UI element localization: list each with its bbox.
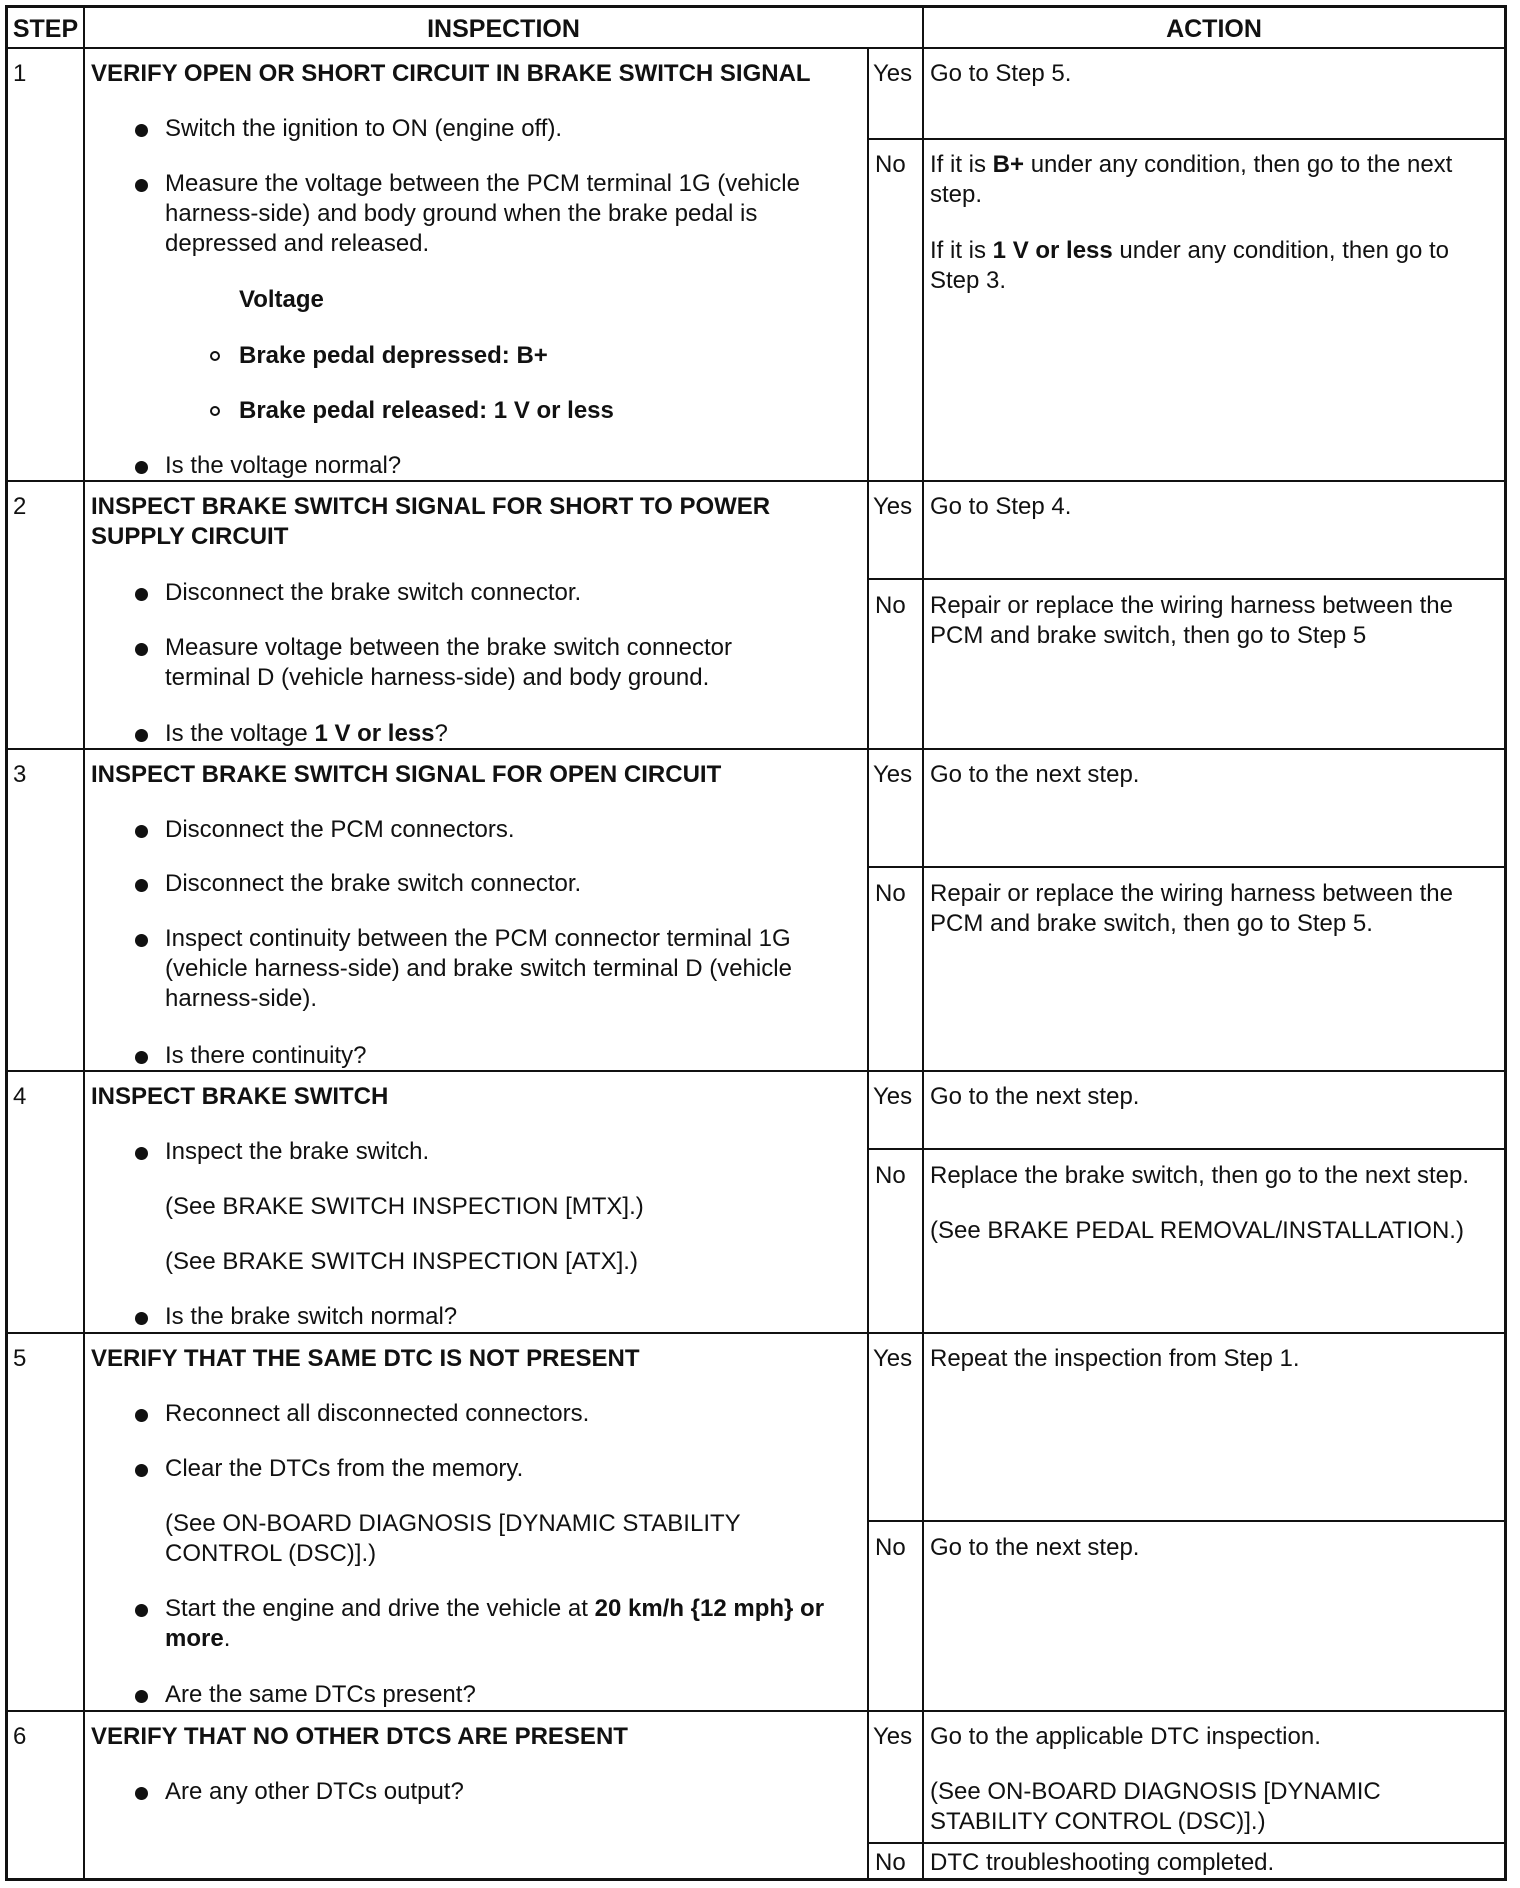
bullet-icon (135, 643, 148, 656)
row-line-4 (8, 1332, 1504, 1334)
bullet-icon (135, 1604, 148, 1617)
no-label: No (875, 592, 906, 619)
step-title: VERIFY THAT THE SAME DTC IS NOT PRESENT (91, 1345, 640, 1372)
inspection-item: Disconnect the brake switch connector. (165, 870, 582, 897)
bullet-icon (135, 1147, 148, 1160)
step-title: VERIFY THAT NO OTHER DTCS ARE PRESENT (91, 1723, 628, 1750)
no-action: If it is B+ under any condition, then go to the next step. (930, 151, 1453, 208)
step-number: 5 (13, 1345, 27, 1372)
bullet-icon (135, 461, 148, 474)
no-label: No (875, 151, 906, 178)
step-title: INSPECT BRAKE SWITCH (91, 1083, 389, 1110)
step-title: VERIFY OPEN OR SHORT CIRCUIT IN BRAKE SWITCH SIGNAL (91, 60, 811, 87)
bullet-icon (135, 1464, 148, 1477)
inspection-item: Measure voltage between the brake switch connector terminal D (vehicle harness-side) and body ground. (165, 634, 732, 691)
step-number: 2 (13, 493, 27, 520)
no-label: No (875, 1849, 906, 1876)
bullet-icon (135, 1409, 148, 1422)
yes-action: Go to Step 5. (930, 60, 1072, 87)
inspection-item: Start the engine and drive the vehicle at 20 km/h {12 mph} or more. (165, 1595, 825, 1652)
header-step: STEP (12, 15, 79, 43)
no-label: No (875, 1534, 906, 1561)
no-action: Go to the next step. (930, 1534, 1140, 1561)
inspection-item: Disconnect the PCM connectors. (165, 816, 515, 843)
yes-reference: (See ON-BOARD DIAGNOSIS [DYNAMIC STABILITY CONTROL (DSC)].) (930, 1778, 1381, 1835)
split-line-1 (867, 138, 1504, 140)
bullet-icon (135, 825, 148, 838)
inspection-question: Is the voltage 1 V or less? (165, 720, 448, 747)
inspection-question: Are the same DTCs present? (165, 1681, 476, 1708)
inspection-item: Clear the DTCs from the memory. (165, 1455, 524, 1482)
col-line-inspection (922, 8, 924, 1878)
bullet-icon (135, 934, 148, 947)
bullet-icon (135, 179, 148, 192)
reference-text: (See BRAKE SWITCH INSPECTION [ATX].) (165, 1248, 638, 1275)
no-action: Repair or replace the wiring harness between the PCM and brake switch, then go to Step 5 (930, 592, 1453, 649)
yes-label: Yes (873, 761, 913, 788)
col-line-step (83, 8, 85, 1878)
no-label: No (875, 1162, 906, 1189)
no-reference: (See BRAKE PEDAL REMOVAL/INSTALLATION.) (930, 1217, 1464, 1244)
bullet-icon (135, 729, 148, 742)
spec-title: Voltage (239, 286, 324, 313)
spec-item: Brake pedal released: 1 V or less (239, 397, 614, 424)
no-action: If it is 1 V or less under any condition, then go to Step 3. (930, 237, 1449, 294)
inspection-item: Switch the ignition to ON (engine off). (165, 115, 563, 142)
bullet-icon (135, 588, 148, 601)
bullet-icon (135, 1051, 148, 1064)
yes-action: Go to the next step. (930, 761, 1140, 788)
yes-action: Go to the next step. (930, 1083, 1140, 1110)
split-line-6 (867, 1842, 1504, 1844)
header-inspection: INSPECTION (427, 15, 580, 43)
step-number: 1 (13, 60, 27, 87)
reference-text: (See ON-BOARD DIAGNOSIS [DYNAMIC STABILITY CONTROL (DSC)].) (165, 1510, 741, 1567)
split-line-5 (867, 1520, 1504, 1522)
yes-label: Yes (873, 1083, 913, 1110)
yes-action: Go to Step 4. (930, 493, 1072, 520)
inspection-question: Is the brake switch normal? (165, 1303, 458, 1330)
col-line-yesno (867, 48, 869, 1878)
split-line-2 (867, 578, 1504, 580)
circle-bullet-icon (210, 406, 220, 416)
bullet-icon (135, 1787, 148, 1800)
step-number: 3 (13, 761, 27, 788)
yes-label: Yes (873, 60, 913, 87)
yes-action: Repeat the inspection from Step 1. (930, 1345, 1300, 1372)
yes-label: Yes (873, 1723, 913, 1750)
inspection-item: Reconnect all disconnected connectors. (165, 1400, 590, 1427)
no-label: No (875, 880, 906, 907)
no-action: Repair or replace the wiring harness between the PCM and brake switch, then go to Step 5. (930, 880, 1453, 937)
bullet-icon (135, 1690, 148, 1703)
step-title: INSPECT BRAKE SWITCH SIGNAL FOR SHORT TO POWER SUPPLY CIRCUIT (91, 493, 771, 550)
inspection-item: Measure the voltage between the PCM terminal 1G (vehicle harness-side) and body ground when the brake pedal is depressed and released. (165, 170, 800, 257)
inspection-question: Is the voltage normal? (165, 452, 402, 479)
step-number: 4 (13, 1083, 27, 1110)
spec-item: Brake pedal depressed: B+ (239, 342, 548, 369)
bullet-icon (135, 1312, 148, 1325)
step-number: 6 (13, 1723, 27, 1750)
no-action: Replace the brake switch, then go to the next step. (930, 1162, 1469, 1189)
yes-label: Yes (873, 493, 913, 520)
inspection-item: Inspect continuity between the PCM connector terminal 1G (vehicle harness-side) and brake switch terminal D (vehicle harness-side). (165, 925, 792, 1012)
yes-label: Yes (873, 1345, 913, 1372)
inspection-item: Inspect the brake switch. (165, 1138, 430, 1165)
split-line-3 (867, 866, 1504, 868)
split-line-4 (867, 1148, 1504, 1150)
inspection-item: Disconnect the brake switch connector. (165, 579, 582, 606)
inspection-question: Are any other DTCs output? (165, 1778, 464, 1805)
inspection-question: Is there continuity? (165, 1042, 367, 1069)
reference-text: (See BRAKE SWITCH INSPECTION [MTX].) (165, 1193, 644, 1220)
bullet-icon (135, 879, 148, 892)
diagnostic-table (5, 5, 1507, 1881)
step-title: INSPECT BRAKE SWITCH SIGNAL FOR OPEN CIRCUIT (91, 761, 722, 788)
row-line-5 (8, 1710, 1504, 1712)
circle-bullet-icon (210, 351, 220, 361)
no-action: DTC troubleshooting completed. (930, 1849, 1275, 1876)
header-action: ACTION (1166, 15, 1262, 43)
yes-action: Go to the applicable DTC inspection. (930, 1723, 1321, 1750)
bullet-icon (135, 124, 148, 137)
row-line-header (8, 47, 1504, 49)
